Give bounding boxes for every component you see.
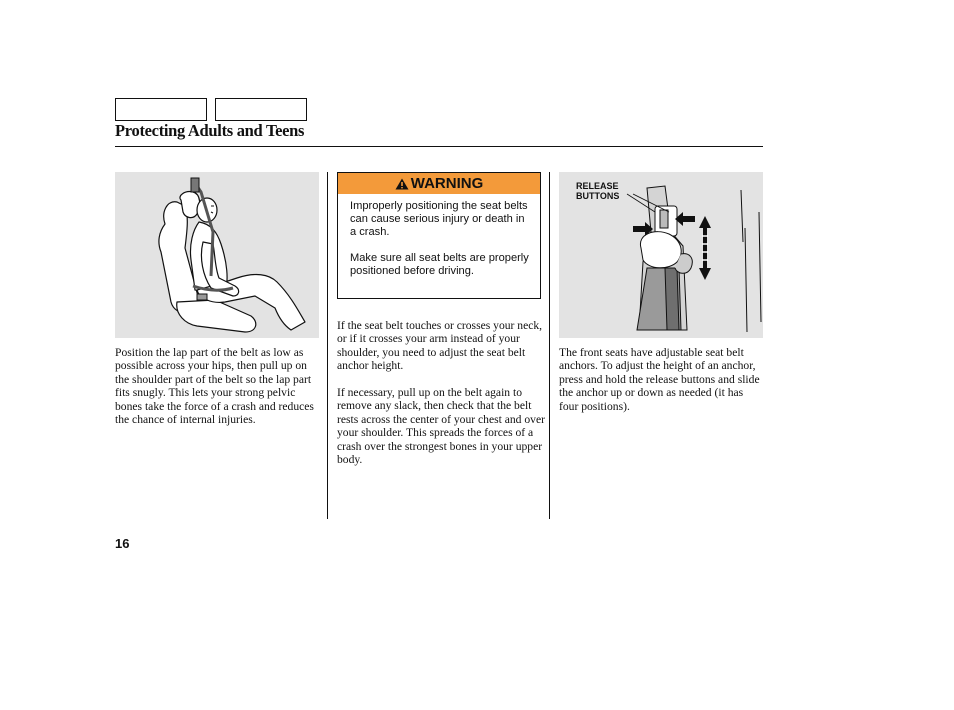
column2-text [337, 319, 545, 480]
warning-paragraph-2: Make sure all seat belts are properly positioned before driving. [350, 252, 529, 277]
adult-seated-with-seat-belt-illustration [115, 172, 319, 338]
page-title: Protecting Adults and Teens [115, 121, 305, 140]
column2-paragraph-1: If the seat belt touches or crosses your neck, or if it crosses your arm instead of your shoulder, you need to adjust the seat belt anchor height. [337, 319, 543, 373]
warning-paragraph-1: Improperly positioning the seat belts can cause serious injury or death in a crash. [350, 200, 528, 238]
column3-text [559, 346, 765, 426]
anchor-adjustment-figure [559, 172, 763, 338]
column1-paragraph: Position the lap part of the belt as low as possible across your hips, then pull up on the shoulder part of the belt so the lap part fits snugly. This lets your strong pelvic bones take the force of a crash and reduces the chance of internal injuries. [115, 346, 314, 427]
column-divider-1 [327, 172, 328, 519]
release-buttons-label-line2: BUTTONS [576, 191, 620, 201]
release-buttons-label [576, 181, 619, 201]
warning-heading: WARNING [410, 175, 484, 192]
warning-triangle-icon [395, 178, 409, 190]
column1-text [115, 346, 323, 440]
nav-tab-2[interactable] [215, 98, 307, 121]
column2-paragraph-2: If necessary, pull up on the belt again to remove any slack, then check that the belt rests across the center of your chest and over your shoulder. This spreads the forces of a crash over the strongest bones in your upper body. [337, 386, 545, 467]
warning-body [338, 194, 540, 278]
release-buttons-label-line1: RELEASE [576, 181, 619, 191]
column3-paragraph: The front seats have adjustable seat belt anchors. To adjust the height of an anchor, press and hold the release buttons and slide the anchor up or down as needed (it has four positions). [559, 346, 760, 413]
warning-box [337, 172, 541, 299]
seated-adult-figure [115, 172, 319, 338]
warning-header [338, 173, 540, 194]
title-rule [115, 146, 763, 147]
page-number: 16 [115, 536, 130, 551]
column-divider-2 [549, 172, 550, 519]
nav-tab-1[interactable] [115, 98, 207, 121]
